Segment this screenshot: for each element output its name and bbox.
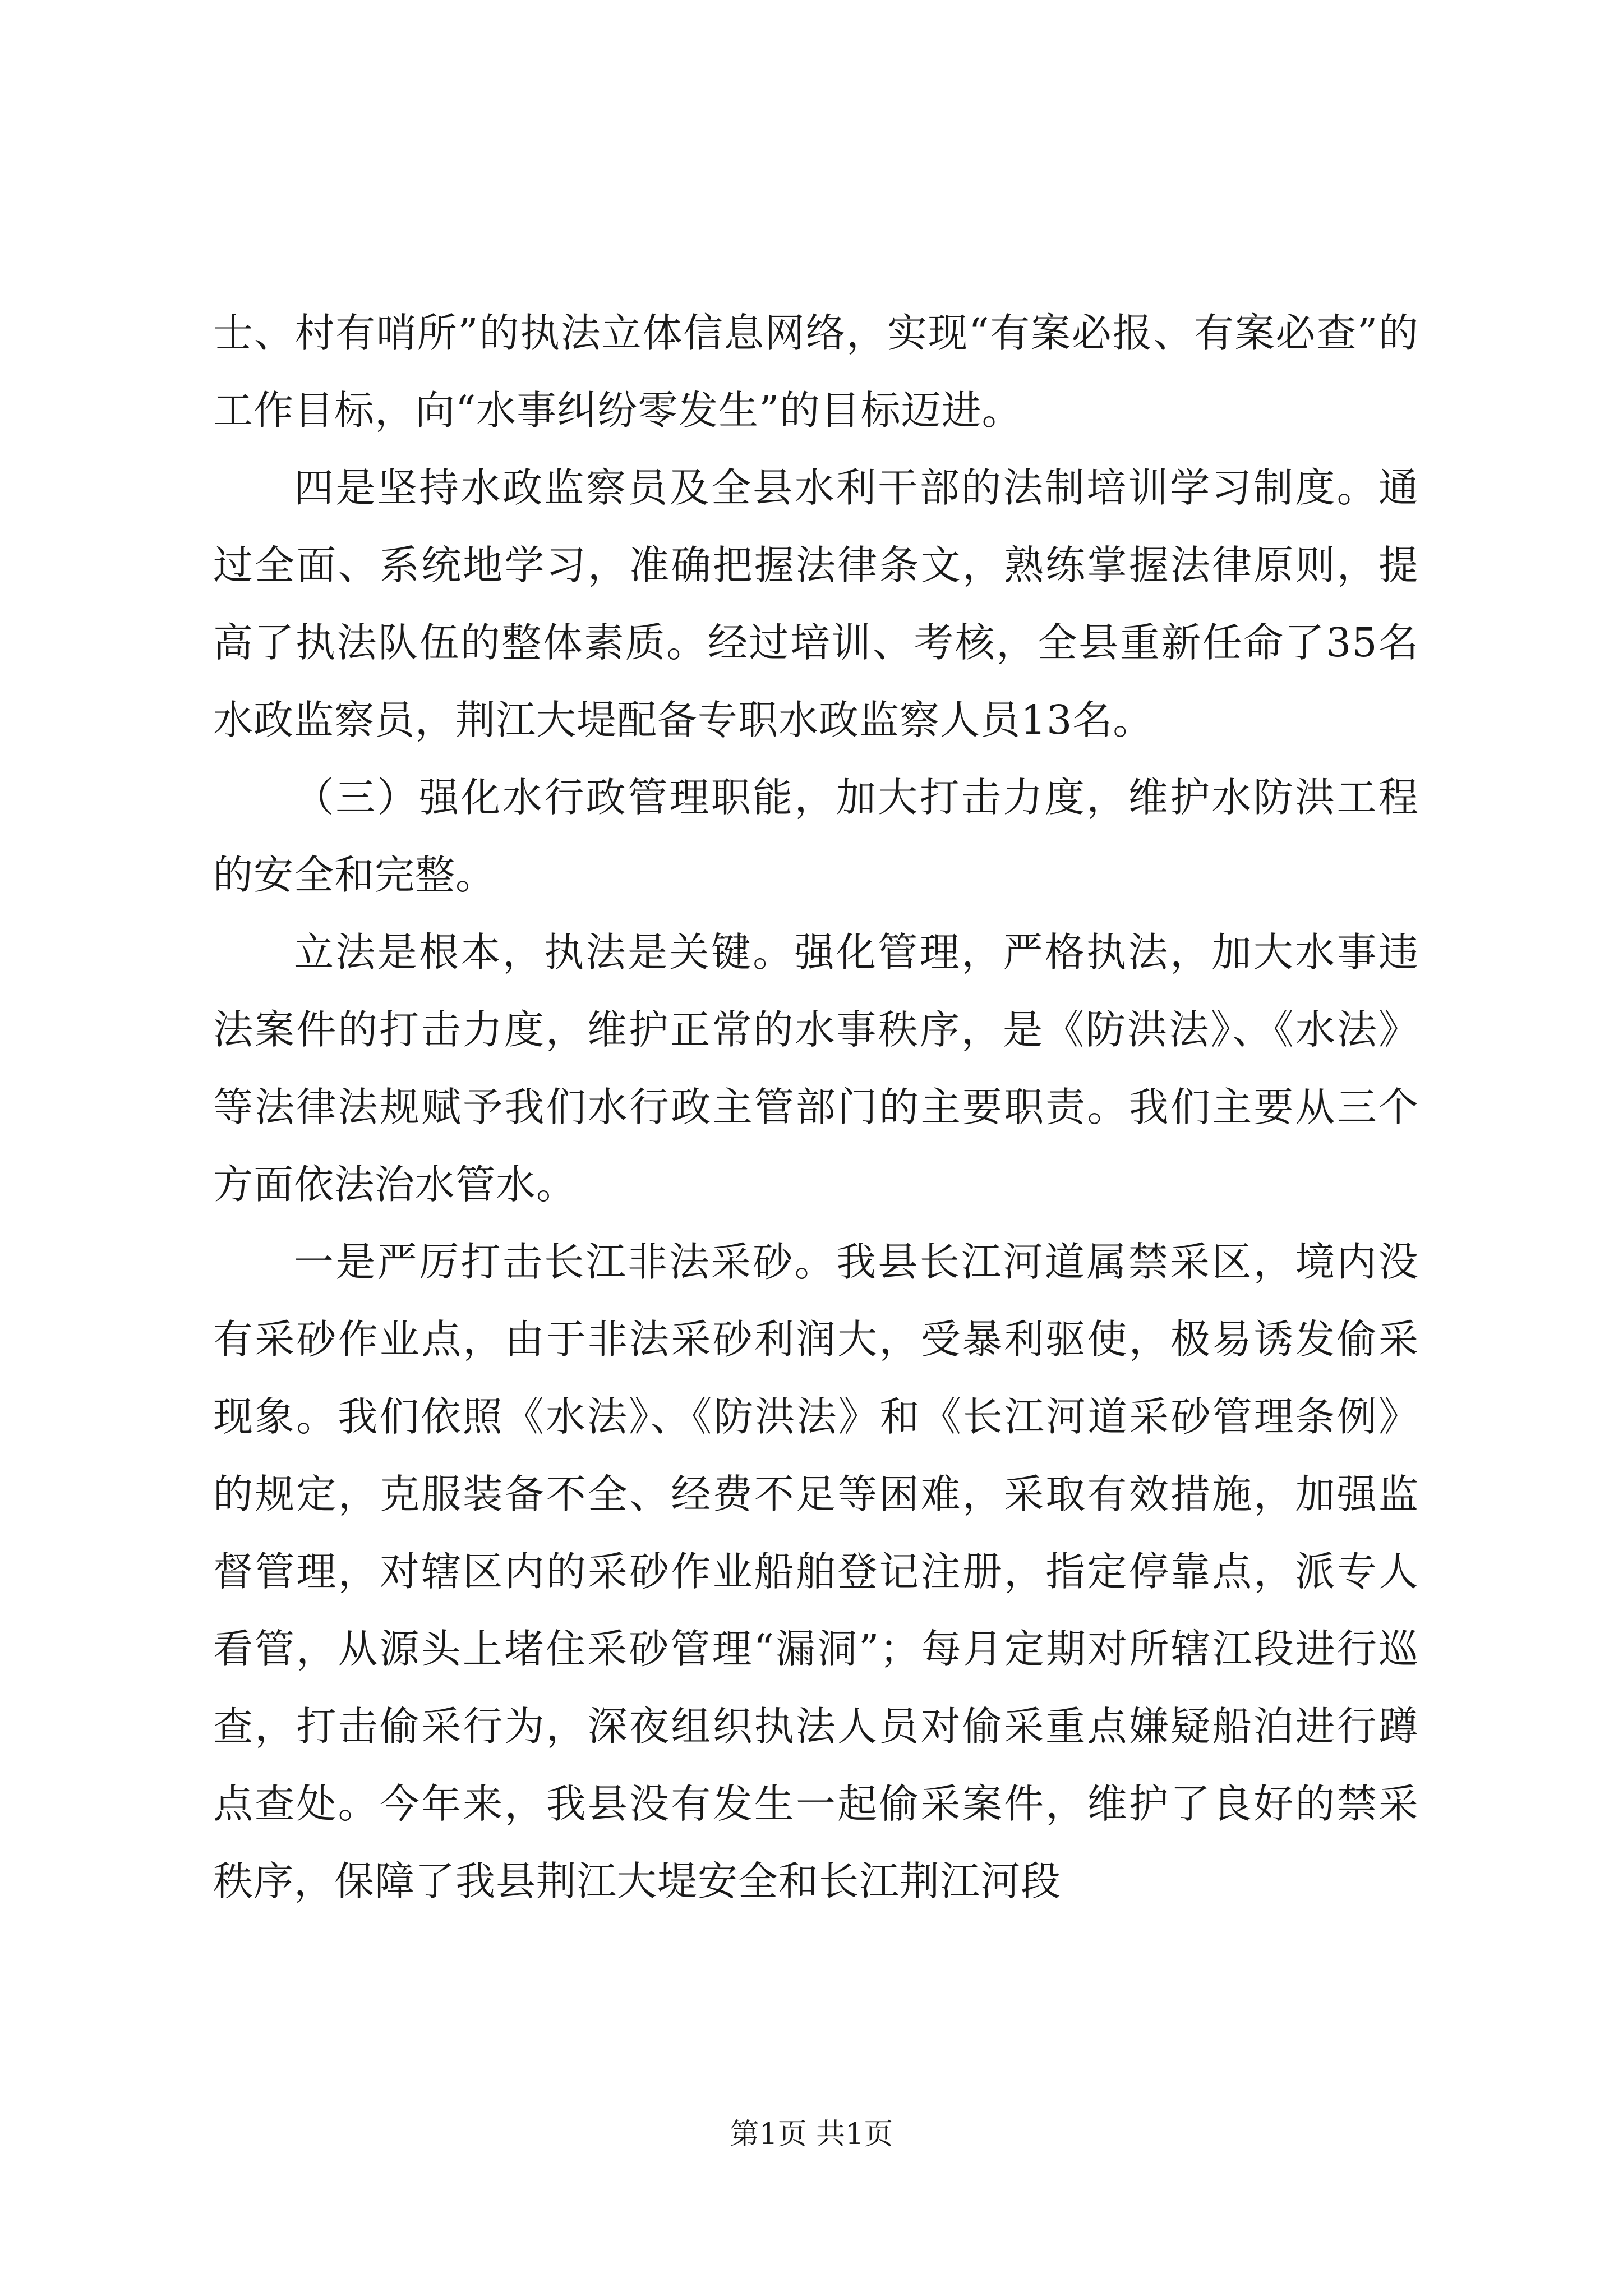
document-body bbox=[213, 295, 1419, 1920]
paragraph-continuation: 士、村有哨所”的执法立体信息网络，实现“有案必报、有案必查”的工作目标，向“水事纠纷零发生”的目标迈进。 bbox=[213, 310, 1419, 434]
section-heading-3: （三）强化水行政管理职能，加大打击力度，维护水防洪工程的安全和完整。 bbox=[213, 774, 1419, 898]
page-footer: 第1页 共1页 bbox=[730, 2118, 893, 2151]
paragraph-training: 四是坚持水政监察员及全县水利干部的法制培训学习制度。通过全面、系统地学习，准确把握法律条文，熟练掌握法律原则，提高了执法队伍的整体素质。经过培训、考核，全县重新任命了35名水政监察员，荆江大堤配备专职水政监察人员13名。 bbox=[213, 464, 1419, 743]
paragraph-enforcement: 立法是根本，执法是关键。强化管理，严格执法，加大水事违法案件的打击力度，维护正常的水事秩序，是《防洪法》、《水法》等法律法规赋予我们水行政主管部门的主要职责。我们主要从三个方面依法治水管水。 bbox=[213, 929, 1419, 1208]
paragraph-sand-mining: 一是严厉打击长江非法采砂。我县长江河道属禁采区，境内没有采砂作业点，由于非法采砂利润大，受暴利驱使，极易诱发偷采现象。我们依照《水法》、《防洪法》和《长江河道采砂管理条例》的规定，克服装备不全、经费不足等困难，采取有效措施，加强监督管理，对辖区内的采砂作业船舶登记注册，指定停靠点，派专人看管，从源头上堵住采砂管理“漏洞”；每月定期对所辖江段进行巡查，打击偷采行为，深夜组织执法人员对偷采重点嫌疑船泊进行蹲点查处。今年来，我县没有发生一起偷采案件，维护了良好的禁采秩序，保障了我县荆江大堤安全和长江荆江河段 bbox=[213, 1239, 1419, 1904]
